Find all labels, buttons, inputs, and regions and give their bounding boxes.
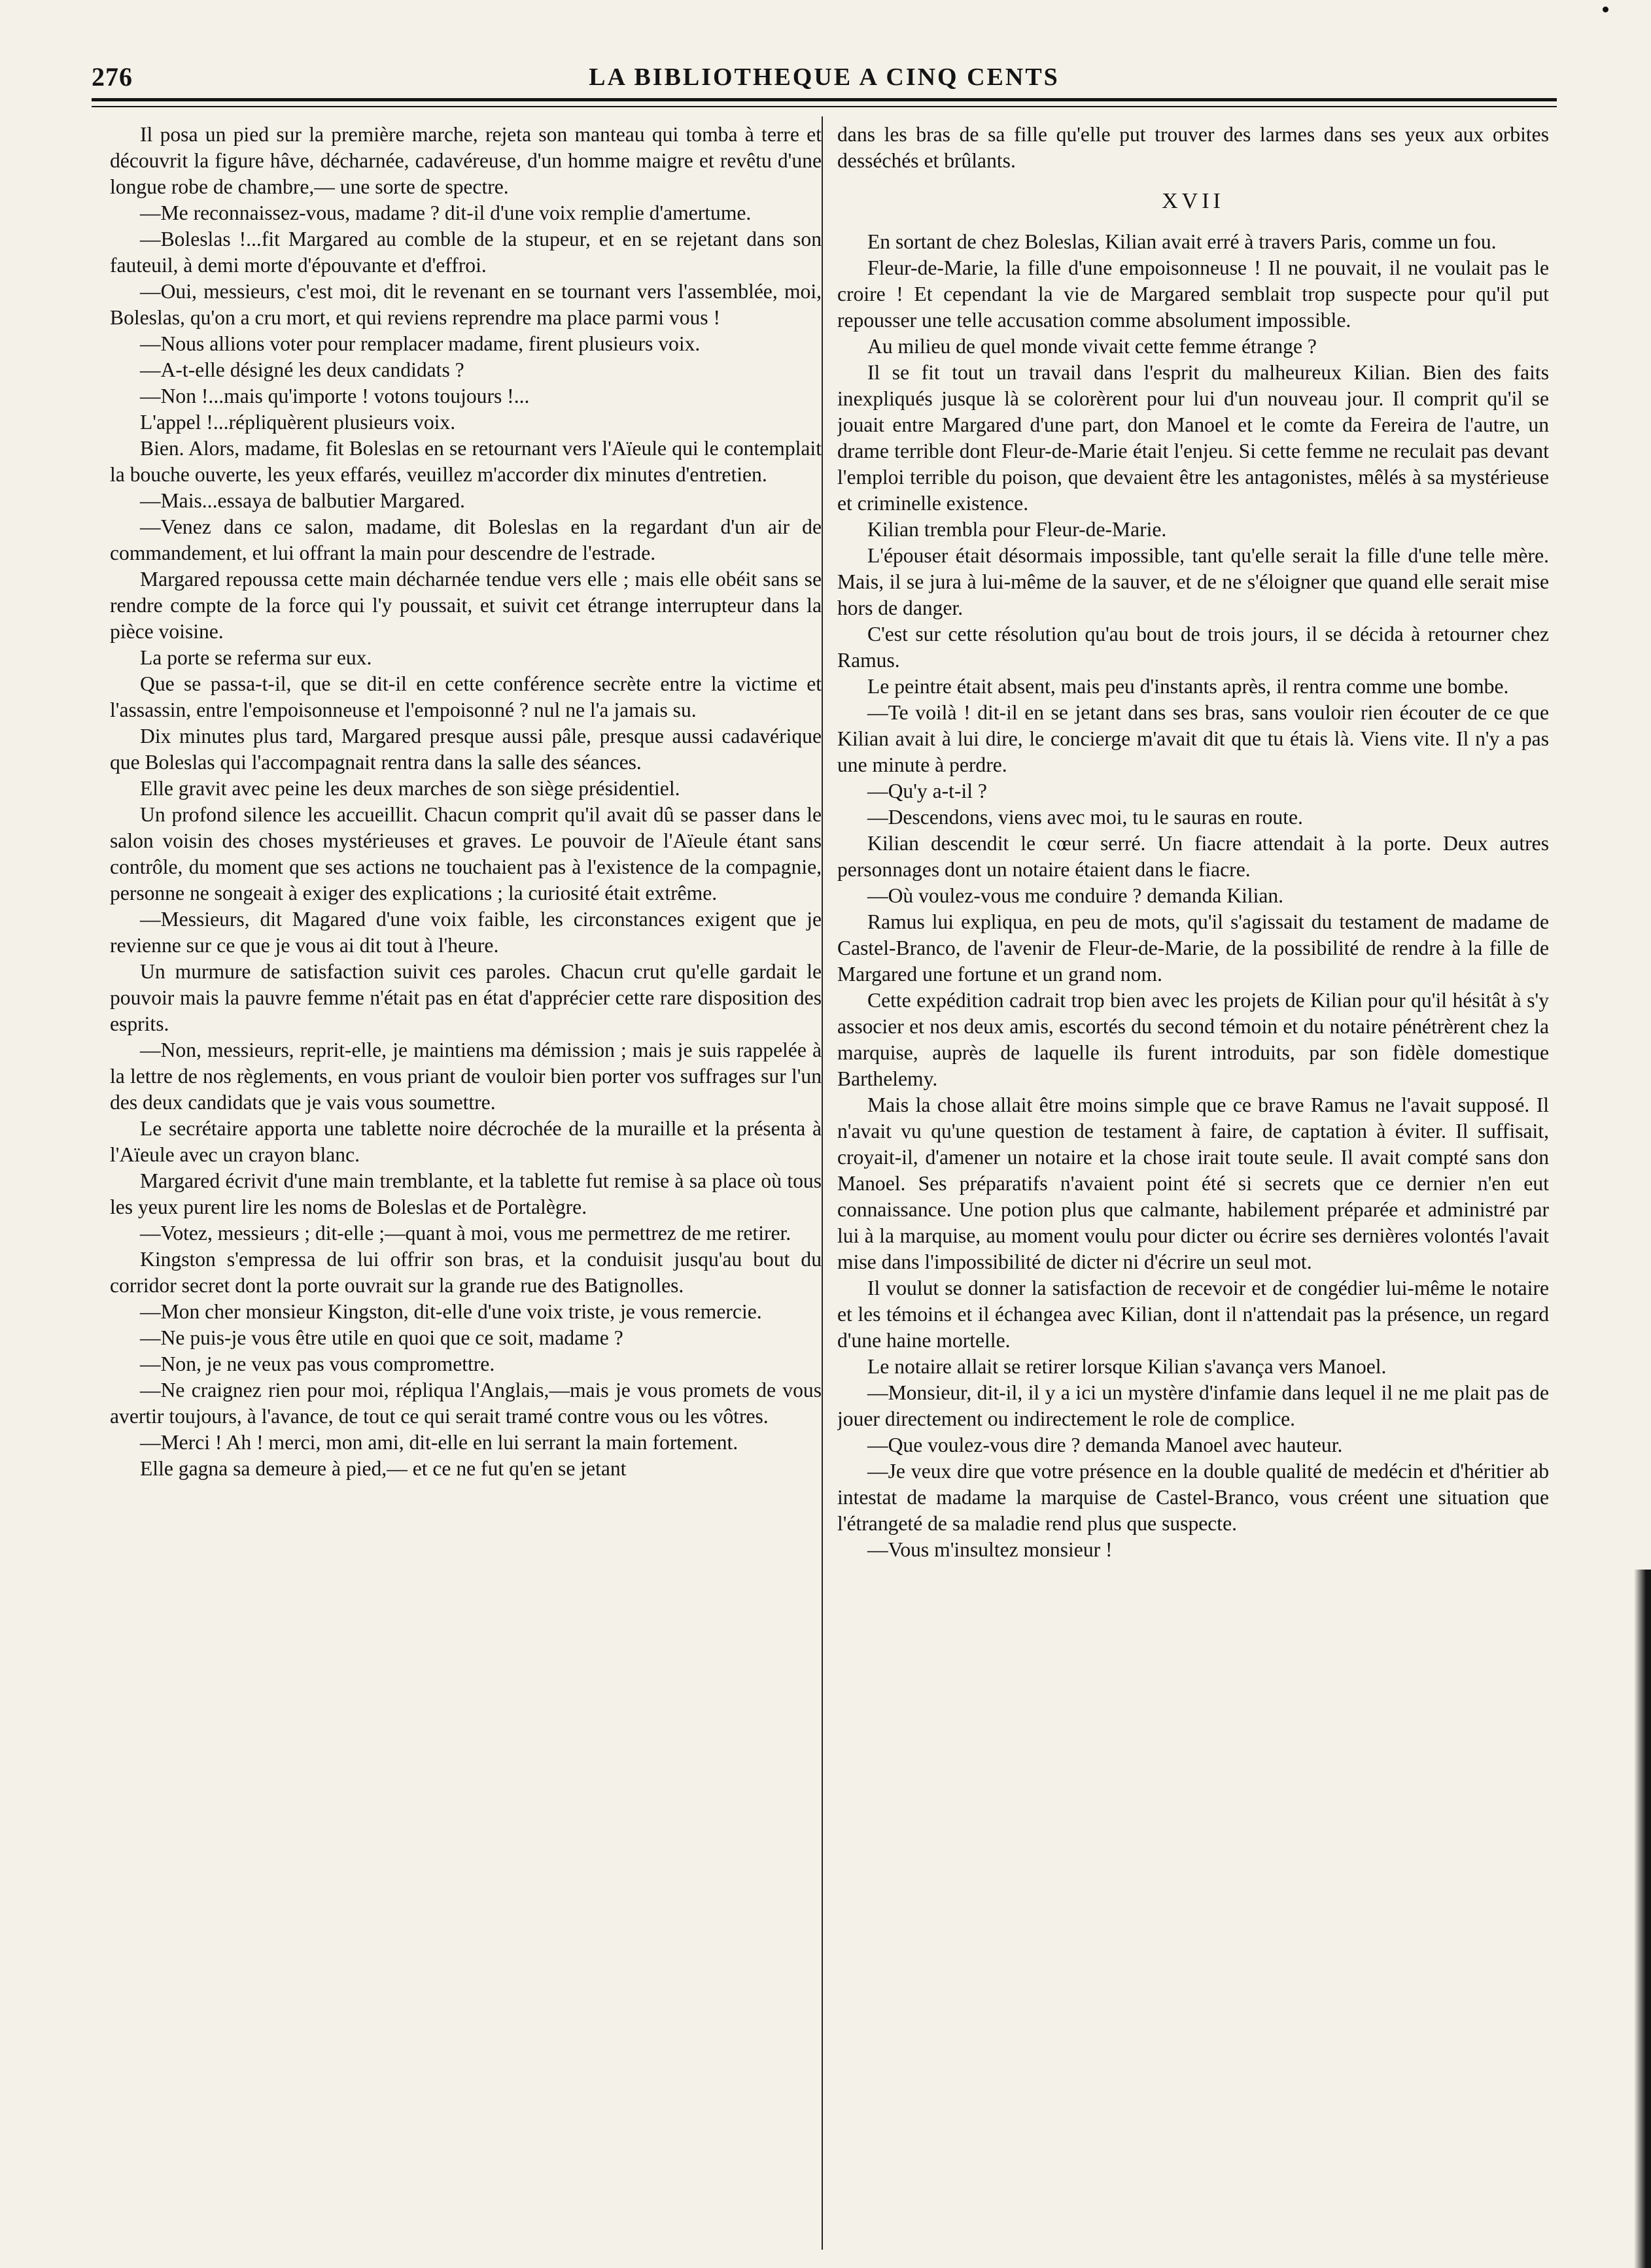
paragraph: Bien. Alors, madame, fit Boleslas en se retournant vers l'Aïeule qui le contemplait la bouche ouverte, les yeux effarés, veuillez m'accorder dix minutes d'entretien. <box>110 437 822 486</box>
paragraph: Mais la chose allait être moins simple que ce brave Ramus ne l'avait supposé. Il n'avait vu qu'une question de testament à faire, de captation à éviter. Il suffisait, croyait-il, d'amener un notaire et la chose irait toute seule. Il avait compté sans don Manoel. Ses préparatifs n'avaient point été si secrets que ce dernier n'en eut connaissance. Une potion plus que calmante, habilement préparée et administré par lui à la marquise, au moment voulu pour dicter ou écrire ses dernières volontés l'avait mise dans l'impossibilité de dicter ni d'écrire un seul mot. <box>837 1093 1549 1273</box>
scan-speck <box>1603 7 1608 12</box>
paragraph: Kingston s'empressa de lui offrir son bras, et la conduisit jusqu'au bout du corridor secret dont la porte ouvrait sur la grande rue des Batignolles. <box>110 1248 822 1297</box>
paragraph: —Merci ! Ah ! merci, mon ami, dit-elle en lui serrant la main fortement. <box>140 1431 739 1454</box>
paragraph: L'épouser était désormais impossible, tant qu'elle serait la fille d'une telle mère. Mais, il se jura à lui-même de la sauver, et de ne s'éloigner que quand elle serait mise hors de danger. <box>837 544 1549 619</box>
running-title: LA BIBLIOTHEQUE A CINQ CENTS <box>589 63 1060 91</box>
paragraph: —Nous allions voter pour remplacer madame, firent plusieurs voix. <box>140 332 701 355</box>
header-rule-thin <box>92 106 1557 107</box>
paragraph: —Vous m'insultez monsieur ! <box>867 1538 1113 1561</box>
paragraph: Un profond silence les accueillit. Chacun comprit qu'il avait dû se passer dans le salon voisin des choses mystérieuses et graves. Le pouvoir de l'Aïeule étant sans contrôle, du moment que ses actions ne touchaient pas à l'existence de la compagnie, personne ne songeait à exiger des explications ; la curiosité était extrême. <box>110 803 822 904</box>
paragraph: Margared écrivit d'une main tremblante, et la tablette fut remise à sa place où tous les yeux purent lire les noms de Boleslas et de Portalègre. <box>110 1169 822 1218</box>
paragraph: Il se fit tout un travail dans l'esprit du malheureux Kilian. Bien des faits inexpliqués jusque là se colorèrent pour lui d'un nouveau jour. Il comprit qu'il se jouait entre Margared d'une part, don Manoel et le comte da Fereira de l'autre, un drame terrible dont Fleur-de-Marie était l'enjeu. Si cette femme ne reculait pas devant l'emploi terrible du poison, que devaient être les antagonistes, mêlés à sa mystérieuse et criminelle existence. <box>837 361 1549 515</box>
paragraph: La porte se referma sur eux. <box>140 646 372 669</box>
paragraph: —Que voulez-vous dire ? demanda Manoel avec hauteur. <box>867 1434 1343 1456</box>
paragraph: —Mon cher monsieur Kingston, dit-elle d'une voix triste, je vous remercie. <box>140 1300 762 1323</box>
right-column <box>837 122 1549 2244</box>
paragraph: —Non, messieurs, reprit-elle, je maintiens ma démission ; mais je suis rappelée à la lettre de nos règlements, en vous priant de vouloir bien porter vos suffrages sur l'un des deux candidats que je vais vous soumettre. <box>110 1039 822 1114</box>
paragraph: Au milieu de quel monde vivait cette femme étrange ? <box>867 335 1317 358</box>
paragraph: —Venez dans ce salon, madame, dit Boleslas en la regardant d'un air de commandement, et lui offrant la main pour descendre de l'estrade. <box>110 515 822 564</box>
header-rule-thick <box>92 98 1557 101</box>
right-column-lead: dans les bras de sa fille qu'elle put trouver des larmes dans ses yeux aux orbites desséchés et brûlants. <box>837 123 1549 172</box>
paragraph: Elle gagna sa demeure à pied,— et ce ne fut qu'en se jetant <box>140 1457 627 1480</box>
paragraph: Que se passa-t-il, que se dit-il en cette conférence secrète entre la victime et l'assassin, entre l'empoisonneuse et l'empoisonné ? nul ne l'a jamais su. <box>110 672 822 721</box>
paragraph: —Boleslas !...fit Margared au comble de la stupeur, et en se rejetant dans son fauteuil, à demi morte d'épouvante et d'effroi. <box>110 228 822 277</box>
paragraph: —Mais...essaya de balbutier Margared. <box>140 489 465 512</box>
chapter-heading: XVII <box>1162 189 1225 213</box>
paragraph: Il posa un pied sur la première marche, rejeta son manteau qui tomba à terre et découvrit la figure hâve, décharnée, cadavéreuse, d'un homme maigre et revêtu d'une longue robe de chambre,— une sorte de spectre. <box>110 123 822 198</box>
paragraph: Il voulut se donner la satisfaction de recevoir et de congédier lui-même le notaire et les témoins et il échangea avec Kilian, dont il n'attendait pas la présence, un regard d'une haine mortelle. <box>837 1277 1549 1352</box>
paragraph: —Monsieur, dit-il, il y a ici un mystère d'infamie dans lequel il ne me plait pas de jouer directement ou indirectement le role de complice. <box>837 1381 1549 1430</box>
paragraph: —Non, je ne veux pas vous compromettre. <box>140 1352 495 1375</box>
paragraph: Fleur-de-Marie, la fille d'une empoisonneuse ! Il ne pouvait, il ne voulait pas le croire ! Et cependant la vie de Margared semblait trop suspecte pour qu'il put repousser une telle accusation comme absolument impossible. <box>837 256 1549 332</box>
paragraph: Le secrétaire apporta une tablette noire décrochée de la muraille et la présenta à l'Aïeule avec un crayon blanc. <box>110 1117 822 1166</box>
paragraph: —Où voulez-vous me conduire ? demanda Kilian. <box>867 884 1284 907</box>
page-number: 276 <box>92 62 133 92</box>
paragraph: —Te voilà ! dit-il en se jetant dans ses bras, sans vouloir rien écouter de ce que Kilian avait à lui dire, le concierge m'avait dit que tu étais là. Viens vite. Il n'y a pas une minute à perdre. <box>837 701 1549 776</box>
paragraph: Cette expédition cadrait trop bien avec les projets de Kilian pour qu'il hésitât à s'y associer et nos deux amis, escortés du second témoin et du notaire pénétrèrent chez la marquise, auprès de laquelle ils furent introduits, par son fidèle domestique Barthelemy. <box>837 989 1549 1090</box>
paragraph: —Ne puis-je vous être utile en quoi que ce soit, madame ? <box>140 1326 623 1349</box>
left-column <box>110 122 822 2244</box>
paragraph: —Ne craignez rien pour moi, répliqua l'Anglais,—mais je vous promets de vous avertir toujours, à l'avance, de tout ce qui serait tramé contre vous ou les vôtres. <box>110 1379 822 1428</box>
paragraph: —Qu'y a-t-il ? <box>867 780 987 802</box>
paragraph: Le notaire allait se retirer lorsque Kilian s'avança vers Manoel. <box>867 1355 1387 1378</box>
paragraph: —A-t-elle désigné les deux candidats ? <box>140 358 464 381</box>
column-divider <box>822 116 823 2250</box>
paragraph: Kilian descendit le cœur serré. Un fiacre attendait à la porte. Deux autres personnages dont un notaire étaient dans le fiacre. <box>837 832 1549 881</box>
paragraph: —Messieurs, dit Magared d'une voix faible, les circonstances exigent que je revienne sur ce que je vous ai dit tout à l'heure. <box>110 908 822 957</box>
page-header <box>92 60 1557 99</box>
paragraph: —Oui, messieurs, c'est moi, dit le revenant en se tournant vers l'assemblée, moi, Boleslas, qu'on a cru mort, et qui reviens reprendre ma place parmi vous ! <box>110 280 822 329</box>
scan-edge-shadow <box>1634 1570 1651 2268</box>
paragraph: —Non !...mais qu'importe ! votons toujours !... <box>140 385 530 407</box>
paragraph: Margared repoussa cette main décharnée tendue vers elle ; mais elle obéit sans se rendre compte de la force qui l'y poussait, et suivit cet étrange interrupteur dans la pièce voisine. <box>110 568 822 643</box>
paragraph: Un murmure de satisfaction suivit ces paroles. Chacun crut qu'elle gardait le pouvoir mais la pauvre femme n'était pas en état d'apprécier cette rare disposition des esprits. <box>110 960 822 1035</box>
paragraph: C'est sur cette résolution qu'au bout de trois jours, il se décida à retourner chez Ramus. <box>837 623 1549 672</box>
paragraph: Kilian trembla pour Fleur-de-Marie. <box>867 518 1167 541</box>
paragraph: —Votez, messieurs ; dit-elle ;—quant à moi, vous me permettrez de me retirer. <box>140 1222 791 1245</box>
paragraph: —Me reconnaissez-vous, madame ? dit-il d'une voix remplie d'amertume. <box>140 201 752 224</box>
paragraph: Dix minutes plus tard, Margared presque aussi pâle, presque aussi cadavérique que Boleslas qui l'accompagnait rentra dans la salle des séances. <box>110 725 822 774</box>
paragraph: Elle gravit avec peine les deux marches de son siège présidentiel. <box>140 777 680 800</box>
paragraph: —Descendons, viens avec moi, tu le sauras en route. <box>867 806 1303 829</box>
paragraph: Le peintre était absent, mais peu d'instants après, il rentra comme une bombe. <box>867 675 1509 698</box>
paragraph: En sortant de chez Boleslas, Kilian avait erré à travers Paris, comme un fou. <box>867 230 1497 253</box>
paragraph: Ramus lui expliqua, en peu de mots, qu'il s'agissait du testament de madame de Castel-Branco, de l'avenir de Fleur-de-Marie, de la possibilité de rendre à la fille de Margared une fortune et un grand nom. <box>837 910 1549 986</box>
paragraph: L'appel !...répliquèrent plusieurs voix. <box>140 411 456 434</box>
paragraph: —Je veux dire que votre présence en la double qualité de medécin et d'héritier ab intestat de madame la marquise de Castel-Branco, vous créent une situation que l'étrangeté de sa maladie rend plus que suspecte. <box>837 1460 1549 1535</box>
